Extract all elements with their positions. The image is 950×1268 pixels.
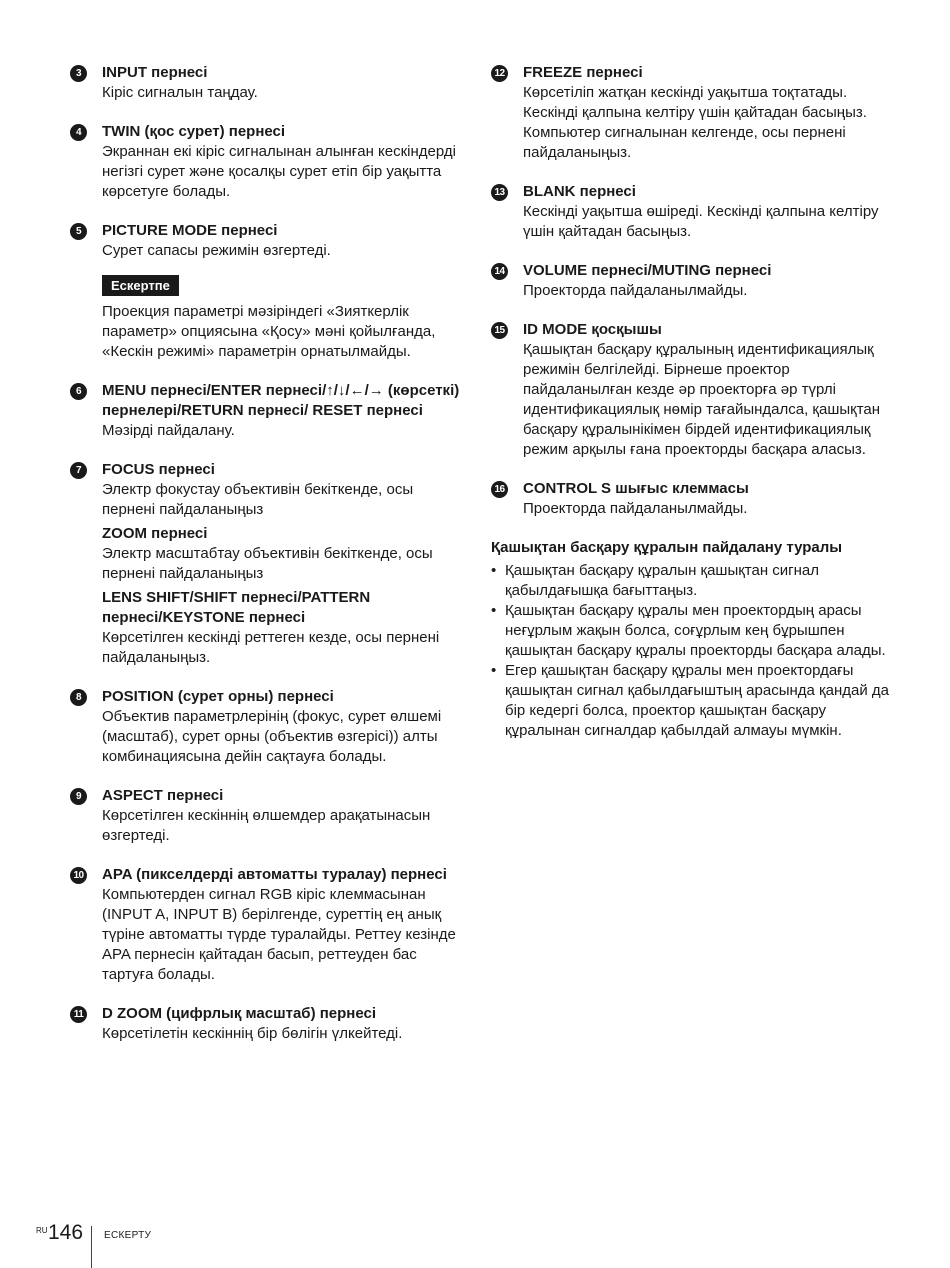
item-blank — [491, 182, 901, 242]
item-text: Экраннан екі кіріс сигналынан алынған кескіндерді негізгі сурет және қосалқы сурет етіп бір уақытта көрсетуге болады. — [102, 143, 456, 200]
number-badge: 11 — [70, 1006, 87, 1023]
item-input — [70, 63, 470, 103]
item-text: Көрсетілген кескіннің өлшемдер арақатынасын өзгертеді. — [102, 807, 431, 844]
page-number: 146 — [48, 1221, 84, 1244]
item-position — [70, 687, 470, 767]
number-badge: 13 — [491, 184, 508, 201]
sub-item-title: ZOOM пернесі — [102, 525, 208, 542]
item-text: Кескінді уақытша өшіреді. Кескінді қалпына келтіру үшін қайтадан басыңыз. — [523, 203, 879, 240]
number-badge: 7 — [70, 462, 87, 479]
item-text: Көрсетіліп жатқан кескінді уақытша тоқтатады. Кескінді қалпына келтіру үшін қайтадан басыңыз. Компьютер сигналынан келгенде, осы пернені пайдаланыңыз. — [523, 84, 867, 161]
right-column — [491, 63, 901, 741]
item-text: Көрсетілетін кескіннің бір бөлігін үлкейтеді. — [102, 1025, 403, 1042]
item-title: CONTROL S шығыс клеммасы — [523, 480, 749, 497]
item-text: Проекторда пайдаланылмайды. — [523, 282, 748, 299]
number-badge: 8 — [70, 689, 87, 706]
item-title: INPUT пернесі — [102, 64, 208, 81]
item-title: POSITION (сурет орны) пернесі — [102, 688, 334, 705]
item-title: FREEZE пернесі — [523, 64, 643, 81]
item-title: APA (пикселдерді автоматты туралау) пернесі — [102, 866, 447, 883]
number-badge: 10 — [70, 867, 87, 884]
item-control-s — [491, 479, 901, 519]
footer-divider — [91, 1226, 92, 1268]
number-badge: 16 — [491, 481, 508, 498]
number-badge: 9 — [70, 788, 87, 805]
bullet-list — [491, 561, 901, 741]
item-aspect — [70, 786, 470, 846]
number-badge: 4 — [70, 124, 87, 141]
item-d-zoom — [70, 1004, 470, 1044]
item-id-mode — [491, 320, 901, 460]
list-item: • Қашықтан басқару құралы мен проектордың арасы неғұрлым жақын болса, соғұрлым кең бұрышпен қашықтан басқару құралы проекторды басқара алады. — [491, 601, 901, 661]
item-text: Электр фокустау объективін бекіткенде, осы пернені пайдаланыңыз — [102, 481, 414, 518]
language-code: RU — [36, 1226, 48, 1235]
remote-section — [491, 538, 901, 741]
item-title: FOCUS пернесі — [102, 461, 215, 478]
number-badge: 3 — [70, 65, 87, 82]
item-text: Мәзірді пайдалану. — [102, 422, 235, 439]
section-title: Қашықтан басқару құралын пайдалану туралы — [491, 539, 843, 556]
item-twin — [70, 122, 470, 202]
item-title: BLANK пернесі — [523, 183, 636, 200]
sub-item-text: Көрсетілген кескінді реттеген кезде, осы пернені пайдаланыңыз. — [102, 629, 440, 666]
item-title: D ZOOM (цифрлық масштаб) пернесі — [102, 1005, 377, 1022]
item-title: VOLUME пернесі/MUTING пернесі — [523, 262, 772, 279]
item-focus — [70, 460, 470, 668]
number-badge: 5 — [70, 223, 87, 240]
sub-item-text: Электр масштабтау объективін бекіткенде, осы пернені пайдаланыңыз — [102, 545, 433, 582]
item-text: Қашықтан басқару құралының идентификациялық режимін белгілейді. Бірнеше проектор пайдаланылған кезде әр проекторға әр түрлі идентификациялық нөмір тағайындалса, қашықтан басқару құралынікімен бірдей идентификациялық режим арқылы ғана проекторды басқара аласыз. — [523, 341, 881, 458]
item-text: Кіріс сигналын таңдау. — [102, 84, 258, 101]
list-item: • Егер қашықтан басқару құралы мен проектордағы қашықтан сигнал қабылдағыштың арасында қандай да бір кедергі болса, проектор қашықтан басқару құралынан сигналдар қабылдай алмауы мүмкін. — [491, 661, 901, 741]
sub-item-title: LENS SHIFT/SHIFT пернесі/PATTERN пернесі/KEYSTONE пернесі — [102, 589, 371, 626]
left-column — [70, 63, 470, 1063]
item-picture-mode — [70, 221, 470, 362]
item-menu — [70, 381, 470, 441]
item-title: ID MODE қосқышы — [523, 321, 662, 338]
item-text: Компьютерден сигнал RGB кіріс клеммасынан (INPUT A, INPUT B) берілгенде, суреттің ең анық түріне автоматты түрде туралайды. Реттеу кезінде APA пернесін қайтадан басып, реттеуден бас тартуға болады. — [102, 886, 456, 983]
item-title: MENU пернесі/ENTER пернесі/↑/↓/←/→ (көрсеткі) пернелері/RETURN пернесі/ RESET пернесі — [102, 382, 460, 419]
item-text: Проекторда пайдаланылмайды. — [523, 500, 748, 517]
note-label: Ескертпе — [102, 275, 179, 296]
item-text: Сурет сапасы режимін өзгертеді. — [102, 242, 331, 259]
item-freeze — [491, 63, 901, 163]
number-badge: 12 — [491, 65, 508, 82]
item-title: PICTURE MODE пернесі — [102, 222, 278, 239]
number-badge: 15 — [491, 322, 508, 339]
list-item: • Қашықтан басқару құралын қашықтан сигнал қабылдағышқа бағыттаңыз. — [491, 561, 901, 601]
footer-label: ЕСКЕРТУ — [104, 1230, 152, 1241]
item-volume — [491, 261, 901, 301]
item-apa — [70, 865, 470, 985]
item-title: TWIN (қос сурет) пернесі — [102, 123, 286, 140]
note-text: Проекция параметрі мәзіріндегі «Зияткерлік параметр» опциясына «Қосу» мәні қойылғанда, «Кескін режимі» параметрін орнатылмайды. — [102, 303, 436, 360]
number-badge: 14 — [491, 263, 508, 280]
item-text: Объектив параметрлерінің (фокус, сурет өлшемі (масштаб), сурет орны (объектив өзгерісі)) алты комбинациясына дейін сақтауға болады. — [102, 708, 442, 765]
number-badge: 6 — [70, 383, 87, 400]
item-title: ASPECT пернесі — [102, 787, 224, 804]
